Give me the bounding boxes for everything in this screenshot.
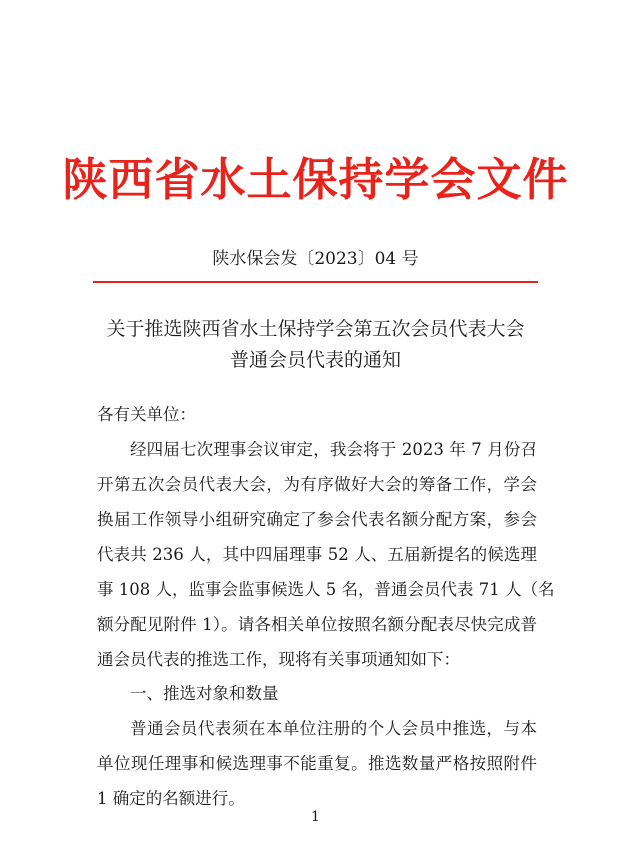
body-paragraph-line: 通会员代表的推选工作，现将有关事项通知如下： bbox=[97, 650, 460, 669]
body-paragraph-line: 代表共 236 人，其中四届理事 52 人、五届新提名的候选理 bbox=[97, 545, 537, 564]
section-1-paragraph-line: 1 确定的名额进行。 bbox=[97, 789, 245, 808]
document-header-title: 陕西省水土保持学会文件 bbox=[62, 153, 569, 206]
section-1-paragraph-line: 单位现任理事和候选理事不能重复。推选数量严格按照附件 bbox=[97, 754, 537, 773]
page-number: 1 bbox=[311, 809, 320, 825]
notice-title-line-1: 关于推选陕西省水土保持学会第五次会员代表大会 bbox=[106, 318, 525, 340]
body-paragraph-line: 开第五次会员代表大会，为有序做好大会的筹备工作，学会 bbox=[97, 475, 537, 494]
document-number: 陕水保会发〔2023〕04 号 bbox=[212, 249, 419, 269]
section-1-paragraph-line: 普通会员代表须在本单位注册的个人会员中推选，与本 bbox=[130, 719, 537, 738]
section-heading-1: 一、推选对象和数量 bbox=[130, 684, 279, 703]
header-red-rule bbox=[93, 281, 538, 283]
body-paragraph-line: 经四届七次理事会议审定，我会将于 2023 年 7 月份召 bbox=[130, 440, 537, 459]
body-paragraph-line: 换届工作领导小组研究确定了参会代表名额分配方案，参会 bbox=[97, 510, 537, 529]
body-paragraph-line: 事 108 人，监事会监事候选人 5 名，普通会员代表 71 人（名 bbox=[97, 580, 555, 599]
body-paragraph-line: 额分配见附件 1）。请各相关单位按照名额分配表尽快完成普 bbox=[97, 615, 537, 634]
salutation: 各有关单位： bbox=[97, 405, 196, 424]
notice-title-line-2: 普通会员代表的通知 bbox=[229, 349, 401, 371]
